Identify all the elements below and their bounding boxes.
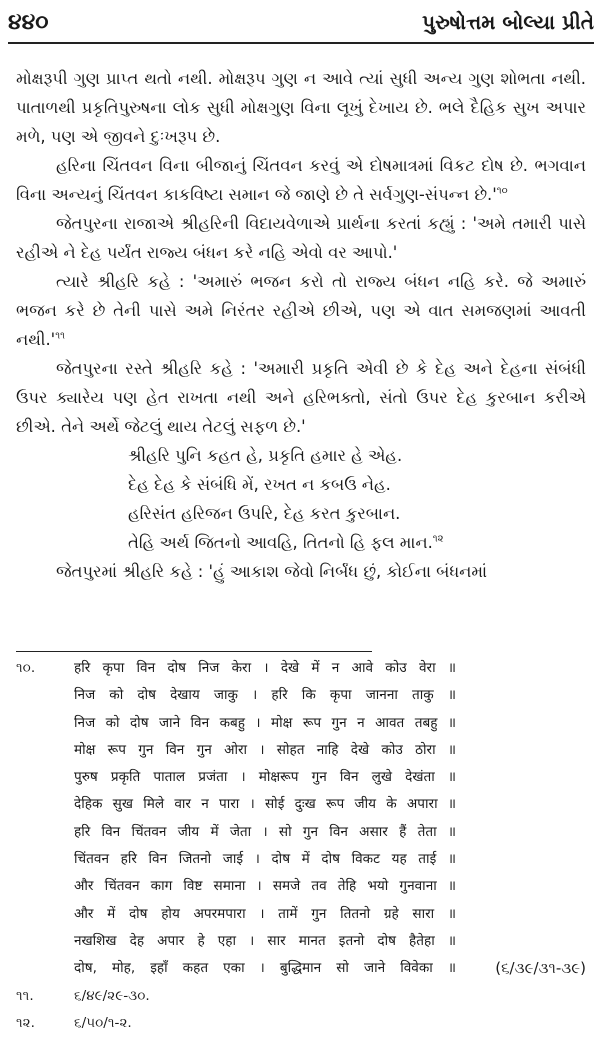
paragraph: હરિના ચિંતવન વિના બીજાનું ચિંતવન કરવું એ દોષમાત્રમાં વિકટ દોષ છે. ભગવાન વિના અન્યનું ચિંતવન કાકવિષ્ટા સમાન જે જાણે છે તે સર્વગુણ-સંપન્ન $છે.'^{૧૦}$ <box>16 156 586 204</box>
footnote-line <box>16 846 586 873</box>
footnote-text: देहिक सुख मिले वार न पारा । सोई दुःख रूप जीय के अपारा ॥ <box>74 796 457 813</box>
footnote-line <box>16 791 586 818</box>
paragraph: જેતપુરમાં શ્રીહરિ કહે : 'હું આકાશ જેવો નિર્બંધ છું, કોઈના બંધનમાં <box>56 562 487 581</box>
footnote-text: और में दोष होय अपरमपारा । तामें गुन तितनो ग्रहे सारा ॥ <box>74 905 457 922</box>
verse-block <box>16 441 586 557</box>
footnote-text: हरि कृपा विन दोष निज केरा । देखे में न आवे कोउ वेरा ॥ <box>74 660 457 676</box>
page-number: ૪૪૦ <box>8 10 49 35</box>
verse-line: હરિસંત હરિજન ઉપરિ, દેહ કરત કુરબાન. <box>128 504 401 523</box>
footnote-marker: ૧૧ <box>55 330 65 342</box>
footnote-text: ૬/૪૯/૨૯-૩૦. <box>74 987 150 1004</box>
footnote-line <box>16 710 586 737</box>
footnote-text: पुरुष प्रकृति पाताल प्रजंता । मोक्षरूप गुन विन लुखे देखंता ॥ <box>74 769 457 786</box>
footnote-text: और चिंतवन काग विष्ट समाना । समजे तव तेहि भयो गुनवाना ॥ <box>74 878 457 895</box>
footnote-marker: ૧૨ <box>432 533 444 545</box>
footnote-line <box>16 928 586 955</box>
footnote-number: ૧૦. <box>16 660 36 676</box>
footnotes <box>16 655 586 1037</box>
footnote-line <box>16 819 586 846</box>
running-title: પુરુષોત્તમ બોલ્યા પ્રીતે <box>422 10 594 34</box>
footnote-line <box>16 983 586 1010</box>
footnote-line <box>16 873 586 900</box>
verse-line: દેહ દેહ કે સંબંધિ મેં, રખત ન કબઉ નેહ. <box>128 475 391 494</box>
footnote-text: निज को दोष जाने विन कबहु । मोक्ष रूप गुन न आवत तबहु ॥ <box>74 714 457 731</box>
footnote-line <box>16 955 586 982</box>
footnote-line <box>16 737 586 764</box>
footnote-line <box>16 764 586 791</box>
footnote-text: नखशिख देह अपार हे एहा । सार मानत इतनो दोष हैतेहा ॥ <box>74 932 456 949</box>
paragraph: મોક્ષરૂપી ગુણ પ્રાપ્ત થતો નથી. મોક્ષરૂપ ગુણ ન આવે ત્યાં સુધી અન્ય ગુણ શોભતા નથી. પાતાળથી પ્રકૃતિપુરુષના લોક સુધી મોક્ષગુણ વિના લૂખું દેખાય છે. ભલે દૈહિક સુખ અપાર મળે, પણ એ જીવને દુઃખરૂપ છે. <box>16 69 586 146</box>
footnote-line <box>16 901 586 928</box>
footnote-text: मोक्ष रूप गुन विन गुन ओरा । सोहत नाहि देखे कोउ ठोरा ॥ <box>74 741 457 758</box>
footnote-text: ૬/૫૦/૧-૨. <box>74 1014 132 1031</box>
footnote-text: दोष, मोह, इहाँ कहत एका । बुद्धिमान सो जाने विवेका ॥ <box>74 960 456 977</box>
main-text <box>16 64 586 586</box>
verse-line: તેહિ અર્થ જિતનો આવહિ, તિતનો હિ ફલ માન.$^{૧૨}$ <box>128 533 444 552</box>
footnote-line <box>16 682 586 709</box>
footnote-line <box>16 655 586 682</box>
footnote-text: हरि विन चिंतवन जीय में जेता । सो गुन विन असार हैं तेता ॥ <box>74 823 456 840</box>
verse-line: શ્રીહરિ પુનિ કહત હે, પ્રકૃતિ હમાર હે એહ. <box>128 446 403 465</box>
footnote-reference: (૬/૩૯/૩૧-૩૯) <box>495 959 586 978</box>
footnote-text: निज को दोष देखाय जाकु । हरि कि कृपा जानना ताकु ॥ <box>74 687 456 704</box>
footnote-number: ૧૨. <box>16 1014 35 1031</box>
footnote-rule <box>16 651 372 652</box>
paragraph: જેતપુરના રસ્તે શ્રીહરિ કહે : 'અમારી પ્રકૃતિ એવી છે કે દેહ અને દેહના સંબંધી ઉપર ક્યારેય પણ હેત રાખતા નથી અને હરિભક્તો, સંતો ઉપર દેહ કુરબાન કરીએ છીએ. તેને અર્થે જેટલું થાય તેટલું સફળ છે.' <box>16 359 586 436</box>
paragraph: ત્યારે શ્રીહરિ કહે : 'અમારું ભજન કરો તો રાજ્ય બંધન નહિ કરે. જે અમારું ભજન કરે છે તેની પાસે અમે નિરંતર રહીએ છીએ, પણ એ વાત સમજણમાં આવતી $નથી.'^{૧૧}$ <box>16 272 586 349</box>
footnote-line <box>16 1010 586 1037</box>
footnote-number: ૧૧. <box>16 987 34 1004</box>
footnote-marker: ૧૦ <box>496 185 508 197</box>
header-rule <box>8 42 594 44</box>
paragraph: જેતપુરના રાજાએ શ્રીહરિની વિદાયવેળાએ પ્રાર્થના કરતાં કહ્યું : 'અમે તમારી પાસે રહીએ ને દેહ પર્યંત રાજ્ય બંધન કરે નહિ એવો વર આપો.' <box>16 214 586 262</box>
page-header <box>8 10 594 40</box>
footnote-text: चिंतवन हरि विन जितनो जाई । दोष में दोष विकट यह ताई ॥ <box>74 851 456 868</box>
